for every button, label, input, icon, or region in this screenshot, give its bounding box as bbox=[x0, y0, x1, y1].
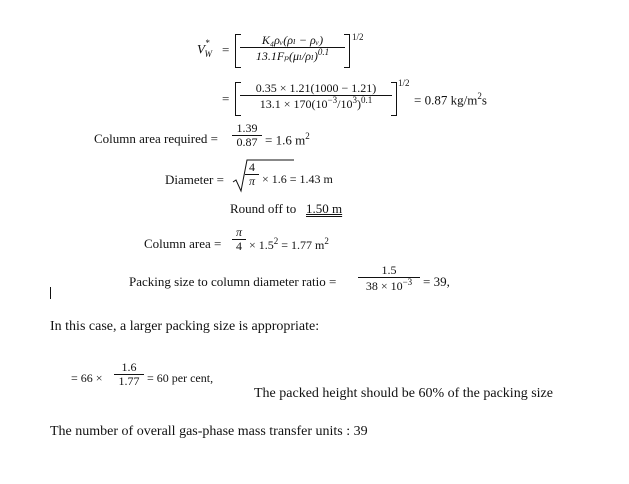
vw-numeric-equals: = bbox=[222, 91, 230, 106]
packing-ratio-den: $38 \times 10^{-3}$ bbox=[358, 277, 420, 293]
vw-numeric-numerator: 0.35 × 1.21(1000 − 1.21) bbox=[255, 81, 377, 95]
column-area-required-label: Column area required = bbox=[94, 131, 218, 146]
diameter-frac-num: 4 bbox=[249, 160, 255, 174]
column-area-fraction bbox=[232, 226, 246, 253]
diameter-fraction bbox=[245, 161, 259, 188]
column-area-required-fraction bbox=[232, 122, 262, 149]
vw-numeric-exponent: 1/2 bbox=[398, 78, 410, 88]
packed-height-text: The packed height should be 60% of the packing size bbox=[254, 386, 553, 401]
column-area-label: Column area = bbox=[144, 236, 222, 251]
vw-lhs: $V^*_W$ bbox=[197, 38, 212, 59]
vw-exponent: 1/2 bbox=[352, 32, 364, 42]
column-area-required-den: 0.87 bbox=[232, 135, 262, 149]
column-area-num: π bbox=[235, 225, 242, 239]
vw-equals: = bbox=[222, 42, 230, 57]
percent-calc-result: = 60 per cent, bbox=[147, 371, 214, 385]
mass-transfer-text: The number of overall gas-phase mass transfer units : 39 bbox=[50, 424, 368, 439]
diameter-frac-den: π bbox=[245, 174, 259, 188]
round-off-text: Round off to bbox=[230, 201, 297, 216]
percent-calc-fraction bbox=[114, 361, 144, 388]
diameter-label: Diameter = bbox=[165, 172, 224, 187]
text-cursor bbox=[50, 287, 51, 299]
vw-numeric-result: = 0.87 $kg/m^2s$ bbox=[414, 91, 487, 108]
percent-calc-den: 1.77 bbox=[114, 374, 144, 388]
vw-bracket-right bbox=[344, 34, 350, 68]
vw-numerator: K₄ρᵥ(ρₗ − ρᵥ) bbox=[261, 33, 324, 47]
percent-calc-num: 1.6 bbox=[121, 360, 137, 374]
vw-numeric-bracket-right bbox=[391, 82, 397, 116]
diameter-rest: × 1.6 = 1.43 m bbox=[262, 172, 333, 186]
packing-ratio-fraction bbox=[358, 264, 420, 293]
vw-fraction bbox=[240, 34, 345, 63]
round-off-value: 1.50 m bbox=[306, 201, 343, 216]
vw-numeric-fraction bbox=[240, 82, 392, 111]
percent-calc-prefix: = 66 × bbox=[71, 371, 103, 385]
column-area-rest: × $1.5^2 = 1.77$ $m^2$ bbox=[249, 236, 329, 252]
column-area-required-result: = 1.6 $m^2$ bbox=[265, 131, 310, 148]
column-area-required-num: 1.39 bbox=[236, 121, 258, 135]
note-text: In this case, a larger packing size is appropriate: bbox=[50, 319, 320, 334]
column-area-den: 4 bbox=[232, 239, 246, 253]
vw-denominator: $13.1F_p(\mu_l/\rho_l)^{0.1}$ bbox=[240, 47, 345, 63]
packing-ratio-num: 1.5 bbox=[381, 263, 397, 277]
packing-ratio-label: Packing size to column diameter ratio = bbox=[129, 274, 337, 289]
packing-ratio-result: = 39, bbox=[423, 274, 450, 289]
vw-numeric-denominator: $13.1 \times 170(10^{-3}/10^3)^{0.1}$ bbox=[240, 95, 392, 111]
